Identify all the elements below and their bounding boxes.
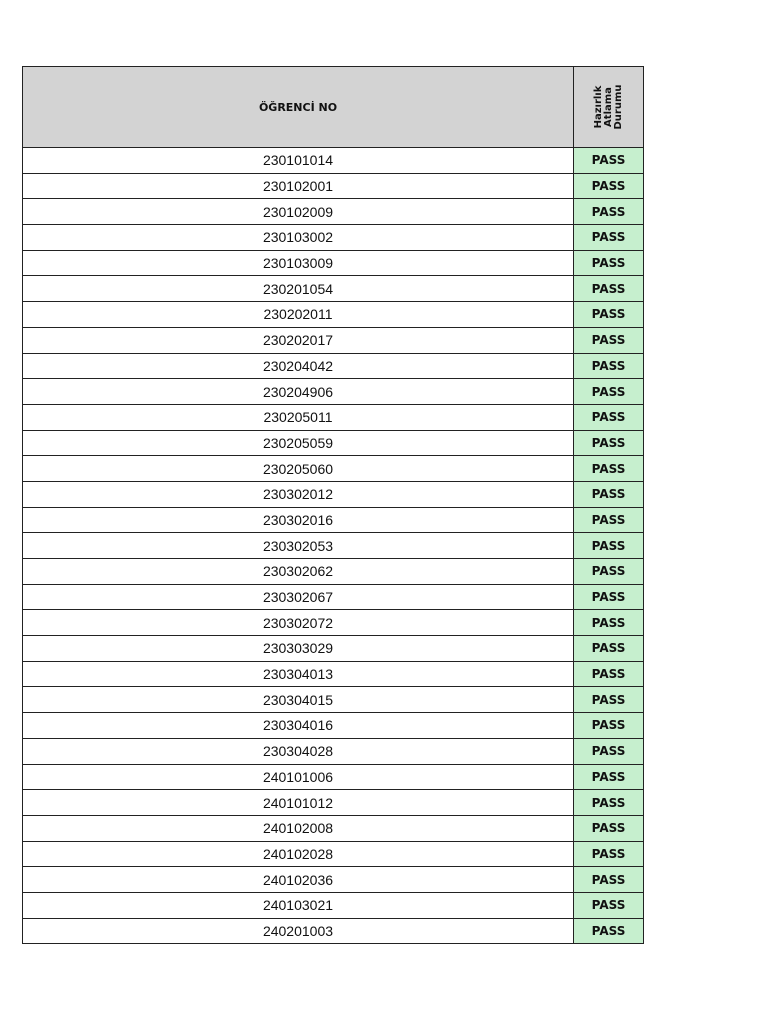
- header-status-label: [594, 84, 624, 129]
- student-id-cell: 240201003: [23, 918, 574, 944]
- table-row: [23, 764, 644, 790]
- table-row: [23, 790, 644, 816]
- header-status-line: Durumu: [612, 84, 624, 130]
- table-row: [23, 867, 644, 893]
- status-cell: PASS: [574, 353, 644, 379]
- table-row: [23, 815, 644, 841]
- status-cell: PASS: [574, 327, 644, 353]
- status-cell: PASS: [574, 507, 644, 533]
- table-row: [23, 661, 644, 687]
- table-row: [23, 302, 644, 328]
- status-cell: PASS: [574, 148, 644, 174]
- table-row: [23, 610, 644, 636]
- table-row: [23, 687, 644, 713]
- student-id-cell: 230302012: [23, 481, 574, 507]
- student-id-cell: 230205011: [23, 404, 574, 430]
- student-id-cell: 230205059: [23, 430, 574, 456]
- header-status-line: Atlama: [602, 87, 614, 127]
- status-cell: PASS: [574, 918, 644, 944]
- status-cell: PASS: [574, 379, 644, 405]
- table-body: [23, 148, 644, 944]
- student-id-cell: 230202017: [23, 327, 574, 353]
- header-row: [23, 67, 644, 148]
- table-row: [23, 353, 644, 379]
- status-cell: PASS: [574, 456, 644, 482]
- table-row: [23, 636, 644, 662]
- table-row: [23, 918, 644, 944]
- table-row: [23, 456, 644, 482]
- table-row: [23, 533, 644, 559]
- status-cell: PASS: [574, 610, 644, 636]
- status-cell: PASS: [574, 250, 644, 276]
- status-cell: PASS: [574, 173, 644, 199]
- student-id-cell: 230302072: [23, 610, 574, 636]
- table-row: [23, 584, 644, 610]
- status-cell: PASS: [574, 225, 644, 251]
- student-id-cell: 230302053: [23, 533, 574, 559]
- header-status: [574, 67, 644, 148]
- student-id-cell: 230302016: [23, 507, 574, 533]
- status-cell: PASS: [574, 841, 644, 867]
- student-id-cell: 230201054: [23, 276, 574, 302]
- status-cell: PASS: [574, 764, 644, 790]
- table-row: [23, 225, 644, 251]
- status-cell: PASS: [574, 533, 644, 559]
- table-row: [23, 199, 644, 225]
- student-id-cell: 230302067: [23, 584, 574, 610]
- status-cell: PASS: [574, 199, 644, 225]
- student-id-cell: 240102028: [23, 841, 574, 867]
- student-id-cell: 230304028: [23, 738, 574, 764]
- student-id-cell: 230304013: [23, 661, 574, 687]
- student-id-cell: 240101006: [23, 764, 574, 790]
- table-row: [23, 507, 644, 533]
- table-row: [23, 841, 644, 867]
- student-id-cell: 240102036: [23, 867, 574, 893]
- student-table: [22, 66, 644, 944]
- student-id-cell: 240103021: [23, 892, 574, 918]
- status-cell: PASS: [574, 302, 644, 328]
- student-id-cell: 240102008: [23, 815, 574, 841]
- student-id-cell: 230102001: [23, 173, 574, 199]
- table-row: [23, 327, 644, 353]
- student-id-cell: 230102009: [23, 199, 574, 225]
- status-cell: PASS: [574, 790, 644, 816]
- table-row: [23, 148, 644, 174]
- student-id-cell: 230205060: [23, 456, 574, 482]
- status-cell: PASS: [574, 584, 644, 610]
- status-cell: PASS: [574, 276, 644, 302]
- student-id-cell: 230303029: [23, 636, 574, 662]
- student-id-cell: 230204042: [23, 353, 574, 379]
- status-cell: PASS: [574, 559, 644, 585]
- status-cell: PASS: [574, 661, 644, 687]
- header-student-no: ÖĞRENCİ NO: [23, 67, 574, 148]
- status-cell: PASS: [574, 404, 644, 430]
- table-row: [23, 404, 644, 430]
- student-id-cell: 240101012: [23, 790, 574, 816]
- table-row: [23, 173, 644, 199]
- status-cell: PASS: [574, 430, 644, 456]
- status-cell: PASS: [574, 867, 644, 893]
- table-row: [23, 250, 644, 276]
- status-cell: PASS: [574, 687, 644, 713]
- status-cell: PASS: [574, 815, 644, 841]
- student-id-cell: 230204906: [23, 379, 574, 405]
- student-id-cell: 230103009: [23, 250, 574, 276]
- student-id-cell: 230103002: [23, 225, 574, 251]
- status-cell: PASS: [574, 738, 644, 764]
- table-row: [23, 892, 644, 918]
- status-cell: PASS: [574, 892, 644, 918]
- student-id-cell: 230304015: [23, 687, 574, 713]
- student-id-cell: 230304016: [23, 713, 574, 739]
- student-id-cell: 230202011: [23, 302, 574, 328]
- table-row: [23, 276, 644, 302]
- table-row: [23, 379, 644, 405]
- student-id-cell: 230302062: [23, 559, 574, 585]
- header-status-line: Hazırlık: [592, 85, 604, 129]
- status-cell: PASS: [574, 481, 644, 507]
- table-row: [23, 738, 644, 764]
- student-id-cell: 230101014: [23, 148, 574, 174]
- table-row: [23, 430, 644, 456]
- table-row: [23, 713, 644, 739]
- table-row: [23, 559, 644, 585]
- table-row: [23, 481, 644, 507]
- status-cell: PASS: [574, 636, 644, 662]
- status-cell: PASS: [574, 713, 644, 739]
